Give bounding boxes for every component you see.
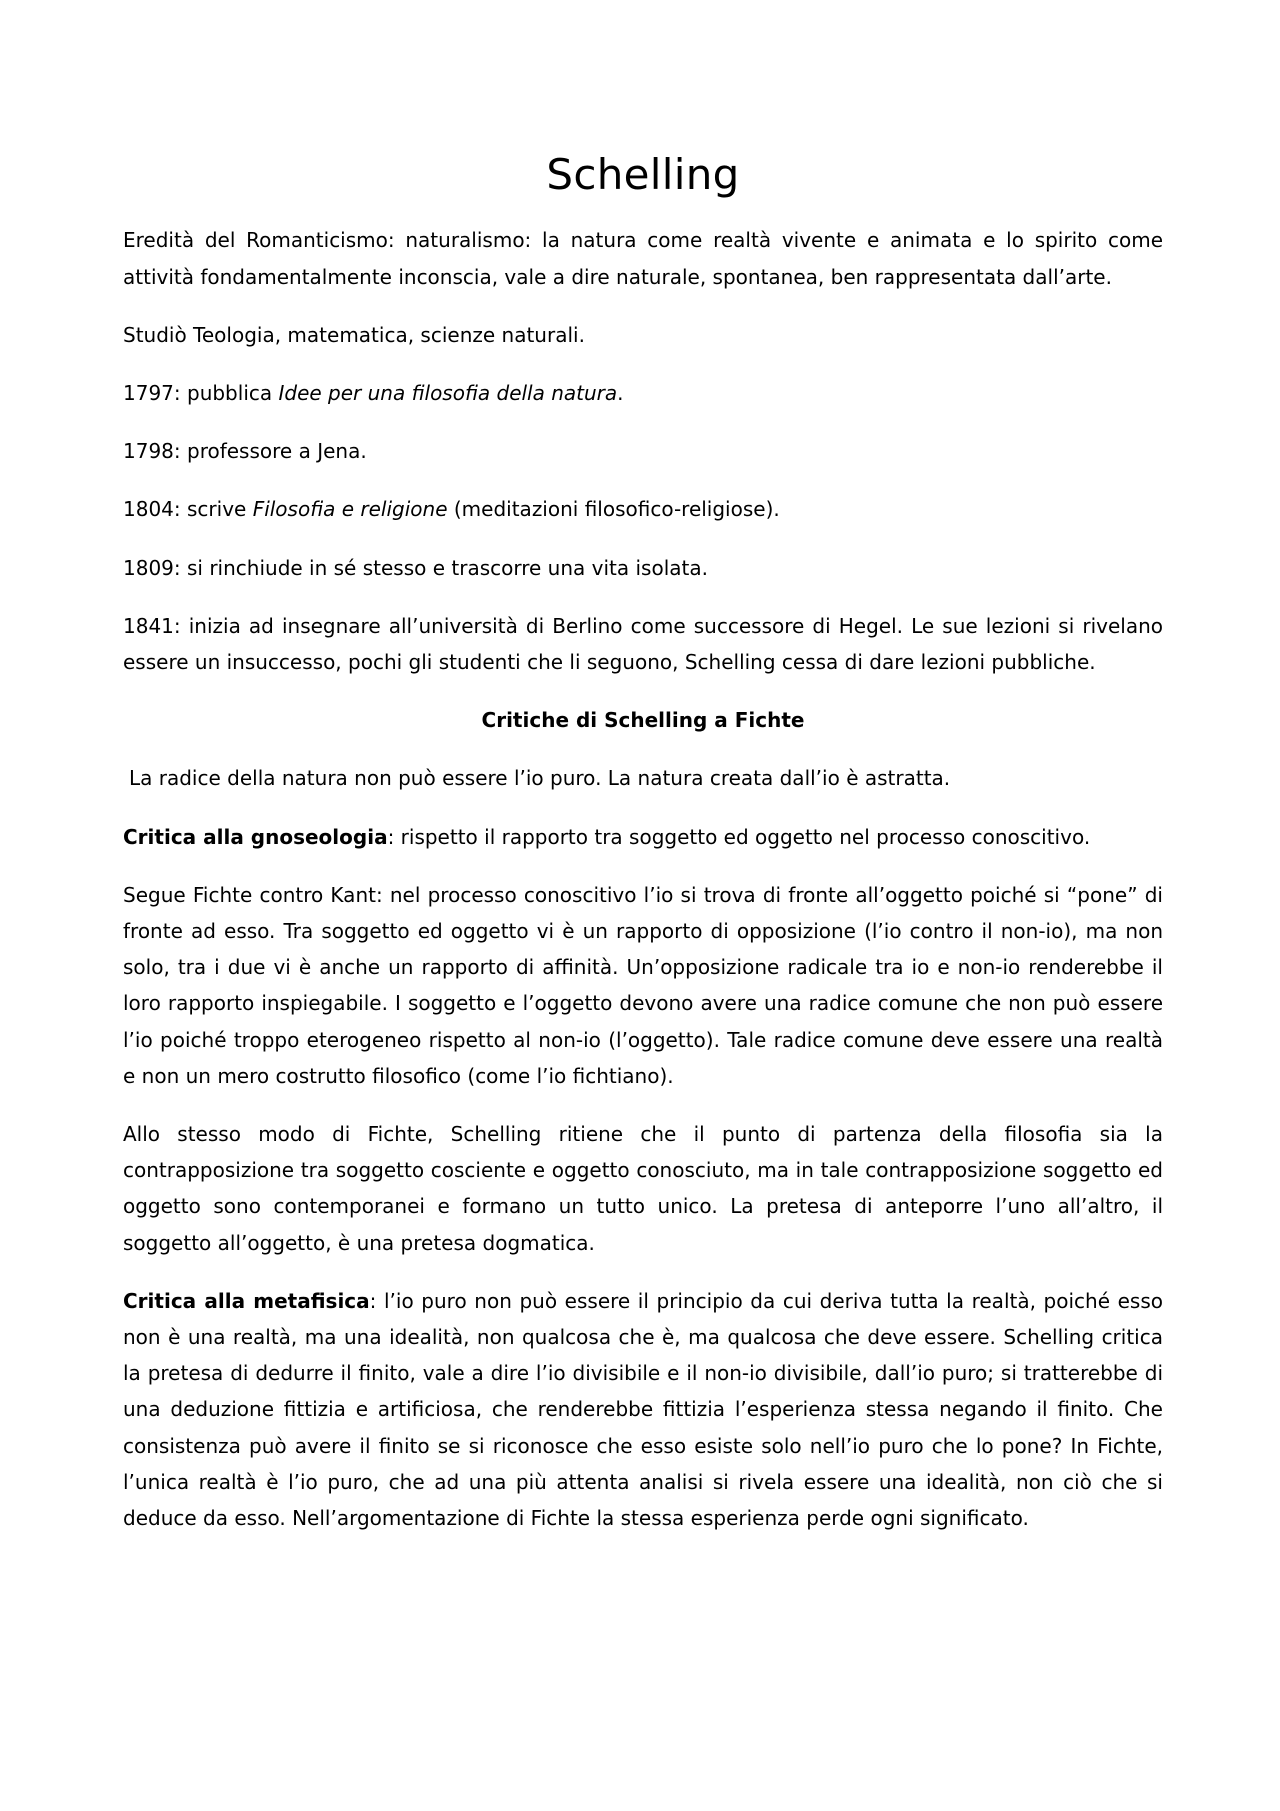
section-heading: [123, 702, 1163, 738]
event-1798-paragraph: 1798: professore a Jena.: [123, 439, 367, 464]
event-1797-paragraph: [123, 375, 1163, 411]
metaphysics-label: Critica alla metafisica: [123, 1288, 370, 1313]
fichte-vs-kant-paragraph: Segue Fichte contro Kant: nel processo conoscitivo l’io si trova di fronte all’oggetto poiché si “pone” di fronte ad esso. Tra soggetto ed oggetto vi è un rapporto di opposizione (l’io contro il non-io), ma non solo, tra i due vi è anche un rapporto di affinità. Un’opposizione radicale tra io e non-io renderebbe il loro rapporto inspiegabile. I soggetto e l’oggetto devono avere una radice comune che non può essere l’io poiché troppo eterogeneo rispetto al non-io (l’oggetto). Tale radice comune deve essere una realtà e non un mero costrutto filosofico (come l’io fichtiano).: [123, 882, 1163, 1088]
intro-paragraph: Eredità del Romanticismo: naturalismo: la natura come realtà vivente e animata e lo spirito come attività fondamentalmente inconscia, vale a dire naturale, spontanea, ben rappresentata dall’arte.: [123, 228, 1163, 289]
studies-paragraph: Studiò Teologia, matematica, scienze naturali.: [123, 322, 585, 347]
gnoseology-text: : rispetto il rapporto tra soggetto ed oggetto nel processo conoscitivo.: [387, 824, 1091, 849]
event-1804-suffix: (meditazioni filosofico-religiose).: [447, 497, 780, 522]
event-1841-paragraph: 1841: inizia ad insegnare all’università di Berlino come successore di Hegel. Le sue lezioni si rivelano essere un insuccesso, pochi gli studenti che li seguono, Schelling cessa di dare lezioni pubbliche.: [123, 613, 1163, 675]
event-1804-prefix: 1804: scrive: [123, 497, 253, 522]
event-1797-work-title: Idee per una filosofia della natura: [278, 381, 618, 405]
document-page: [123, 150, 1163, 1558]
section-heading-text: Critiche di Schelling a Fichte: [481, 708, 805, 733]
event-1804-paragraph: [123, 491, 1163, 527]
metaphysics-paragraph: [123, 1283, 1163, 1536]
event-1797-prefix: 1797: pubblica: [123, 381, 279, 405]
page-title: Schelling: [546, 150, 740, 199]
event-1809-paragraph: 1809: si rinchiude in sé stesso e trascorre una vita isolata.: [123, 555, 708, 580]
event-1804-work-title: Filosofia e religione: [252, 497, 448, 522]
event-1797-suffix: .: [617, 381, 624, 405]
starting-point-paragraph: Allo stesso modo di Fichte, Schelling ritiene che il punto di partenza della filosofia sia la contrapposizione tra soggetto cosciente e oggetto conosciuto, ma in tale contrapposizione soggetto ed oggetto sono contemporanei e formano un tutto unico. La pretesa di anteporre l’uno all’altro, il soggetto all’oggetto, è una pretesa dogmatica.: [123, 1122, 1163, 1255]
nature-root-paragraph: La radice della natura non può essere l’io puro. La natura creata dall’io è astratta.: [129, 766, 951, 791]
metaphysics-text: : l’io puro non può essere il principio da cui deriva tutta la realtà, poiché esso non è una realtà, ma una idealità, non qualcosa che è, ma qualcosa che deve essere. Schelling critica la pretesa di dedurre il finito, vale a dire l’io divisibile e il non-io divisibile, dall’io puro; si tratterebbe di una deduzione fittizia e artificiosa, che renderebbe fittizia l’esperienza stessa negando il finito. Che consistenza può avere il finito se si riconosce che esso esiste solo nell’io puro che lo pone? In Fichte, l’unica realtà è l’io puro, che ad una più attenta analisi si rivela essere una idealità, non ciò che si deduce da esso. Nell’argomentazione di Fichte la stessa esperienza perde ogni significato.: [123, 1288, 1163, 1531]
gnoseology-paragraph: [123, 819, 1163, 855]
gnoseology-label: Critica alla gnoseologia: [123, 824, 388, 849]
